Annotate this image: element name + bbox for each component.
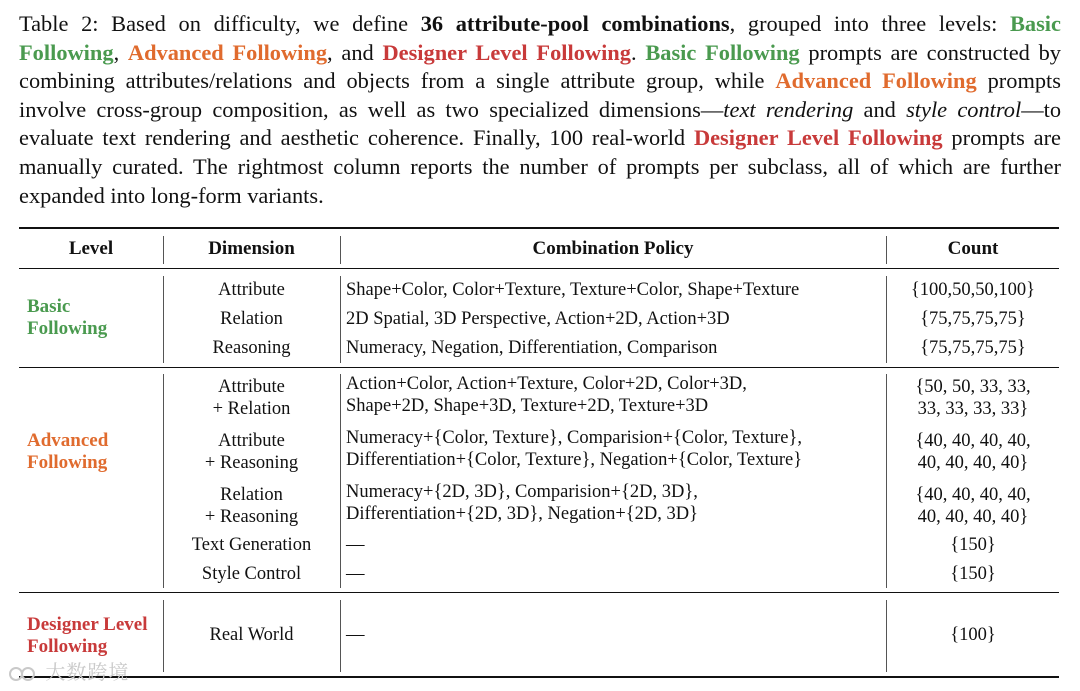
dim-relation: Relation bbox=[220, 309, 283, 329]
count-basic-attribute: {100,50,50,100} bbox=[910, 280, 1036, 300]
policy-relation-reasoning: Numeracy+{2D, 3D}, Comparision+{2D, 3D}, Differentiation+{2D, 3D}, Negation+{2D, 3D} bbox=[346, 482, 698, 524]
policy-style-control: — bbox=[346, 564, 365, 584]
table-section-rule-1 bbox=[19, 367, 1059, 368]
level-advanced-following: Advanced Following bbox=[27, 430, 109, 473]
count-attribute-relation: {50, 50, 33, 33, 33, 33, 33, 33} bbox=[915, 377, 1031, 419]
count-basic-reasoning: {75,75,75,75} bbox=[920, 338, 1026, 358]
col-sep bbox=[340, 276, 341, 363]
count-relation-reasoning: {40, 40, 40, 40, 40, 40, 40, 40} bbox=[915, 485, 1031, 527]
col-sep bbox=[340, 374, 341, 588]
caption-designer-following: Designer Level Following bbox=[382, 39, 631, 65]
policy-basic-attribute: Shape+Color, Color+Texture, Texture+Color, Shape+Texture bbox=[346, 280, 800, 300]
count-real-world: {100} bbox=[950, 625, 996, 645]
watermark-text: 大数跨境 bbox=[45, 660, 130, 684]
caption-advanced-following-2: Advanced Following bbox=[775, 68, 977, 94]
count-style-control: {150} bbox=[950, 564, 996, 584]
table-section-rule-2 bbox=[19, 592, 1059, 593]
policy-attribute-reasoning: Numeracy+{Color, Texture}, Comparision+{Color, Texture}, Differentiation+{Color, Texture}, Negation+{Color, Texture} bbox=[346, 428, 803, 470]
caption-advanced-following: Advanced Following bbox=[127, 39, 328, 65]
policy-real-world: — bbox=[346, 625, 365, 645]
table-top-rule bbox=[19, 227, 1059, 229]
header-dimension: Dimension bbox=[208, 238, 295, 259]
policy-attribute-relation: Action+Color, Action+Texture, Color+2D, Color+3D, Shape+2D, Shape+3D, Texture+2D, Texture+3D bbox=[346, 374, 747, 416]
caption-basic-following: Basic Following bbox=[19, 11, 1061, 65]
header-level: Level bbox=[68, 238, 114, 259]
dim-real-world: Real World bbox=[209, 625, 294, 645]
dim-attribute-reasoning: Attribute + Reasoning bbox=[204, 431, 299, 473]
policy-basic-reasoning: Numeracy, Negation, Differentiation, Comparison bbox=[346, 338, 718, 358]
policy-text-generation: — bbox=[346, 535, 365, 555]
policy-basic-relation: 2D Spatial, 3D Perspective, Action+2D, Action+3D bbox=[346, 309, 730, 329]
watermark-logo-icon bbox=[8, 663, 38, 685]
level-designer-following: Designer Level Following bbox=[27, 614, 148, 657]
dim-text-generation: Text Generation bbox=[191, 535, 312, 555]
col-sep bbox=[340, 600, 341, 672]
dim-attribute: Attribute bbox=[218, 280, 285, 300]
header-policy: Combination Policy bbox=[532, 238, 694, 259]
table-bottom-rule bbox=[19, 676, 1059, 678]
dim-style-control: Style Control bbox=[201, 564, 302, 584]
caption-designer-following-2: Designer Level Following bbox=[693, 125, 943, 151]
dim-reasoning: Reasoning bbox=[212, 338, 291, 358]
dim-relation-reasoning: Relation + Reasoning bbox=[204, 485, 299, 527]
table-caption: Table 2: Based on difficulty, we define 36 attribute-pool combinations, grouped into three levels: Basic Following, Advanced Following, and Designer Level Following. Basic Following prompts are constructed by combining attributes/relations and objects from a single attribute group, while Advanced Following prompts involve cross-group composition, as well as two specialized dimensions—text rendering and style control—to evaluate text rendering and aesthetic coherence. Finally, 100 real-world Designer Level Following prompts are manually curated. The rightmost column reports the number of prompts per subclass, all of which are further expanded into long-form variants. bbox=[19, 11, 1062, 208]
count-text-generation: {150} bbox=[950, 535, 996, 555]
caption-basic-following-2: Basic Following bbox=[645, 39, 800, 65]
caption-bold-count: 36 attribute-pool combinations bbox=[420, 11, 730, 36]
level-basic-following: Basic Following bbox=[27, 296, 108, 339]
dim-attribute-relation: Attribute + Relation bbox=[212, 377, 291, 419]
count-basic-relation: {75,75,75,75} bbox=[920, 309, 1026, 329]
header-count: Count bbox=[947, 238, 999, 259]
count-attribute-reasoning: {40, 40, 40, 40, 40, 40, 40, 40} bbox=[915, 431, 1031, 473]
watermark bbox=[8, 656, 129, 685]
table-header-rule bbox=[19, 268, 1059, 269]
